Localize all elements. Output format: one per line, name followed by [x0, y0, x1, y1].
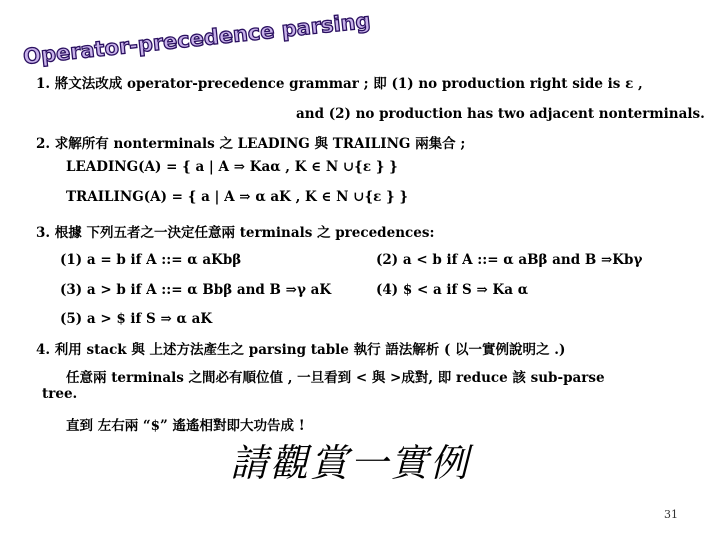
slide-title [18, 8, 372, 70]
item-1-line-a: 1. 將文法改成 operator-precedence grammar ; 即 (1) no production right side is ε , [36, 76, 643, 92]
item-1-line-b: and (2) no production has two adjacent nonterminals. [296, 106, 705, 122]
title-wordart [18, 8, 372, 70]
rule-1: (1) a = b if A ::= α aKbβ [60, 252, 242, 268]
title-text: Operator-precedence parsing [22, 8, 372, 70]
trailing-definition: TRAILING(A) = { a | A ⇒ α aK , K ∈ N ∪{ε } } [66, 189, 409, 205]
rule-2: (2) a < b if A ::= α aBβ and B ⇒Kbγ [376, 252, 643, 268]
item-4-line-c: tree. [42, 386, 78, 402]
page-number: 31 [664, 508, 678, 521]
item-4-line-d: 直到 左右兩 “$” 遙遙相對即大功告成 ! [66, 418, 305, 434]
rule-3: (3) a > b if A ::= α Bbβ and B ⇒γ aK [60, 282, 332, 298]
item-4-line-b: 任意兩 terminals 之間必有順位值 , 一旦看到 < 與 >成對, 即 reduce 該 sub-parse [66, 370, 605, 386]
rule-4: (4) $ < a if S ⇒ Ka α [376, 282, 529, 298]
item-3-line-a: 3. 根據 下列五者之一決定任意兩 terminals 之 precedences: [36, 225, 435, 241]
rule-5: (5) a > $ if S ⇒ α aK [60, 311, 213, 327]
item-2-line-a: 2. 求解所有 nonterminals 之 LEADING 與 TRAILING 兩集合 ; [36, 136, 466, 152]
leading-definition: LEADING(A) = { a | A ⇒ Kaα , K ∈ N ∪{ε } } [66, 159, 398, 175]
footer-script-text: 請觀賞一實例 [230, 441, 471, 485]
item-4-line-a: 4. 利用 stack 與 上述方法產生之 parsing table 執行 語法解析 ( 以一實例說明之 .) [36, 342, 566, 358]
